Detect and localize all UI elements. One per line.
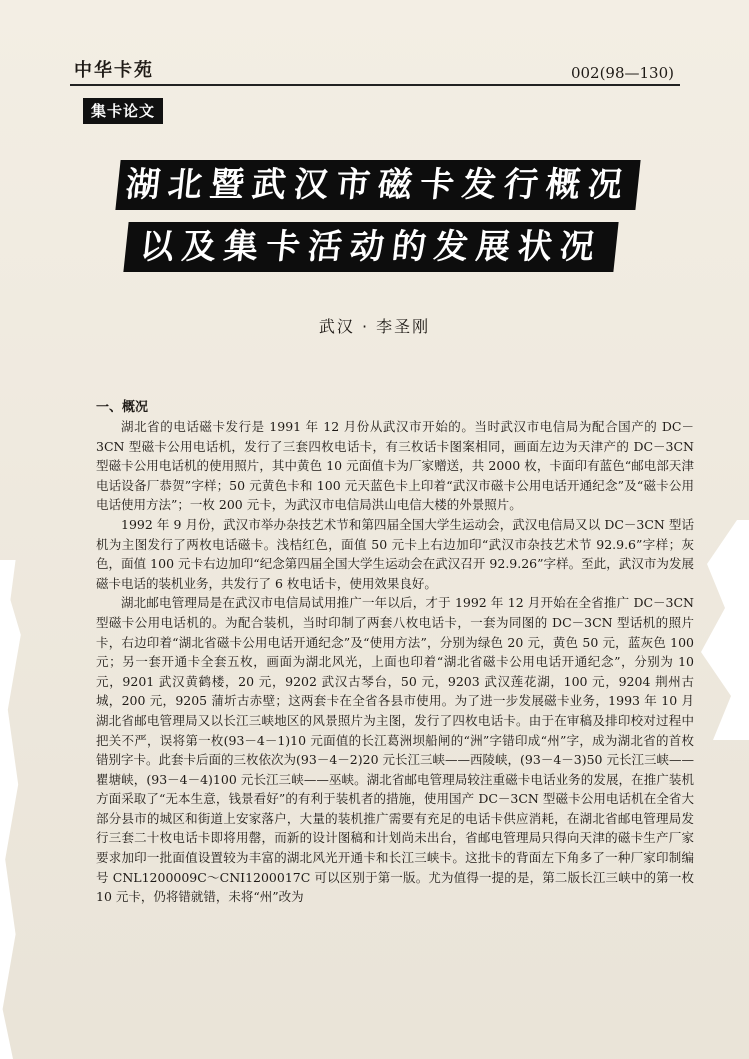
paragraph-3: 湖北邮电管理局是在武汉市电信局试用推广一年以后，才于 1992 年 12 月开始在全省推广 DC－3CN 型磁卡公用电话机的。为配合装机，当时印制了两套八枚电话卡，一套为同图的 DC－3CN 型话机的照片卡，右边印着“湖北省磁卡公用电话开通纪念”及“使用方法”，分别为绿色 20 元，黄色 50 元，蓝灰色 100 元；另一套开通卡全套五枚，画面为湖北风光，上面也印着“湖北省磁卡公用电话开通纪念”，分别为 10 元，9201 武汉黄鹤楼，20 元，9202 武汉古琴台，50 元，9203 武汉莲花湖，100 元，9204 荆州古城，200 元，9205 蒲圻古赤壁；这两套卡在全省各县市使用。为了进一步发展磁卡业务，1993 年 10 月湖北省邮电管理局又以长江三峡地区的风景照片为主图，发行了四枚电话卡。由于在审稿及排印校对过程中把关不严，误将第一枚(93－4－1)10 元面值的长江葛洲坝船闸的“洲”字错印成“州”字，成为湖北省的首枚错别字卡。此套卡后面的三枚依次为(93－4－2)20 元长江三峡——西陵峡，(93－4－3)50 元长江三峡——瞿塘峡，(93－4－4)100 元长江三峡——巫峡。湖北省邮电管理局较注重磁卡电话业务的发展，在推广装机方面采取了“无本生意，钱景看好”的有利于装机者的措施，使用国产 DC－3CN 型磁卡公用电话机在全省大部分县市的城区和街道上安家落户，大量的装机推广需要有充足的电话卡供应消耗，在湖北省邮电管理局发行三套二十枚电话卡即将用罄，而新的设计图稿和计划尚未出台，省邮电管理局只得向天津的磁卡生产厂家要求加印一批面值设置较为丰富的湖北风光开通卡和长江三峡卡。这批卡的背面左下角多了一种厂家印制编号 CNL1200009C～CNI1200017C 可以区别于第一版。尤为值得一提的是，第二版长江三峡中的第一枚 10 元卡，仍将错就错，未将“州”改为 xyxy=(96,595,694,905)
author-byline: 武汉 · 李圣刚 xyxy=(318,317,431,336)
section-heading: 一、概况 xyxy=(96,400,149,415)
page-header xyxy=(74,54,674,82)
paragraph-1: 湖北省的电话磁卡发行是 1991 年 12 月份从武汉市开始的。当时武汉市电信局为配合国产的 DC－3CN 型磁卡公用电话机，发行了三套四枚电话卡，有三枚话卡图案相同，画面左边为天津产的 DC－3CN 型磁卡公用电话机的使用照片，其中黄色 10 元面值卡为厂家赠送，共 2000 枚，卡面印有蓝色“邮电部天津电话设备厂恭贺”字样；50 元黄色卡和 100 元天蓝色卡上印着“武汉市磁卡公用电话开通纪念”及“磁卡公用电话使用方法”；一枚 200 元卡，为武汉市电信局洪山电信大楼的外景照片。 xyxy=(96,419,694,513)
section-badge: 集卡论文 xyxy=(83,98,163,124)
article-title xyxy=(118,160,638,284)
paragraph-2: 1992 年 9 月份，武汉市举办杂技艺术节和第四届全国大学生运动会，武汉电信局又以 DC－3CN 型话机为主图发行了两枚电话磁卡。浅桔红色，面值 50 元卡上右边加印“武汉市杂技艺术节 92.9.6”字样；灰色，面值 100 元卡右边加印“纪念第四届全国大学生运动会在武汉召开 92.9.26”字样。至此，武汉市为发展磁卡电话的装机业务，共发行了 6 枚电话卡，使用效果良好。 xyxy=(96,516,694,591)
title-line-2: 以及集卡活动的发展状况 xyxy=(123,222,618,272)
title-line-1: 湖北暨武汉市磁卡发行概况 xyxy=(115,160,640,210)
issue-number: 002(98—130) xyxy=(570,64,674,82)
header-rule xyxy=(70,84,680,86)
article-body xyxy=(96,396,694,907)
magazine-name: 中华卡苑 xyxy=(74,60,154,81)
